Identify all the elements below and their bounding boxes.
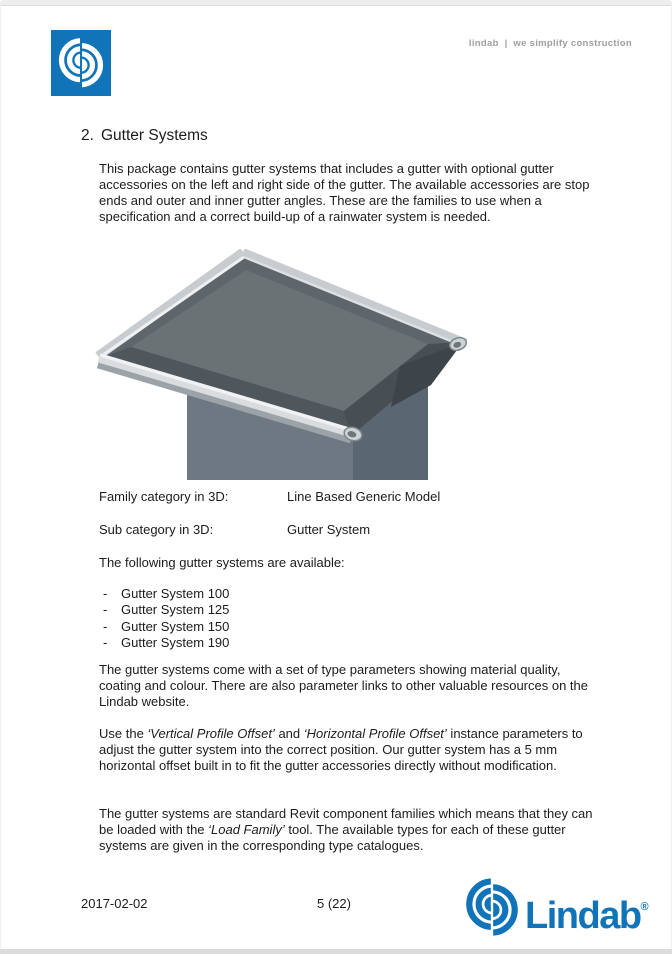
italic-term: ‘Load Family’ — [208, 822, 285, 837]
gutter-system-list — [103, 586, 229, 651]
spec-value: Line Based Generic Model — [287, 489, 441, 504]
list-dash: - — [103, 618, 108, 634]
parameters-paragraph: The gutter systems come with a set of type parameters showing material quality, coating and colour. There are also parameter links to other valuable resources on the Lindab website. — [99, 662, 588, 709]
list-item-label: Gutter System 150 — [121, 618, 230, 634]
footer-page-number: 5 (22) — [317, 896, 351, 911]
spec-row-sub-category — [99, 522, 371, 538]
brand-text: Lindab — [525, 895, 641, 937]
page-edge-top — [0, 0, 672, 6]
list-dash: - — [103, 634, 108, 650]
text-segment: Use the — [99, 726, 148, 741]
italic-term: ‘Horizontal Profile Offset’ — [303, 726, 447, 741]
offset-paragraph — [99, 726, 599, 774]
gutter-3d-render — [95, 249, 470, 481]
revit-paragraph — [99, 806, 599, 854]
gutter-3d-figure — [95, 249, 470, 481]
spec-value: Gutter System — [287, 522, 371, 537]
lindab-rings-icon — [56, 37, 106, 90]
footer-date: 2017-02-02 — [81, 896, 148, 911]
section-title: Gutter Systems — [101, 127, 208, 144]
list-item-label: Gutter System 100 — [121, 586, 230, 601]
section-number: 2. — [81, 127, 94, 144]
footer-lindab-logo — [463, 877, 649, 946]
spec-label: Family category in 3D: — [99, 489, 229, 504]
spec-label: Sub category in 3D: — [99, 522, 214, 537]
intro-paragraph: This package contains gutter systems that includes a gutter with optional gutter accessories on the left and right side of the gutter. The available accessories are stop ends and outer and inner gutter angles. These are the families to use when a specification and a correct build-up of a rainwater system is needed. — [99, 161, 590, 224]
list-item — [103, 635, 229, 651]
list-dash: - — [103, 586, 108, 601]
header-tagline: lindab | we simplify construction — [468, 38, 632, 49]
lindab-logo-square — [51, 30, 111, 96]
section-heading — [81, 127, 208, 145]
list-item — [103, 619, 229, 635]
list-dash: - — [103, 602, 108, 618]
text-segment: The gutter systems are standard Revit component families which means that they can be loaded with the — [99, 806, 593, 837]
list-item — [103, 602, 229, 618]
page-edge-left — [0, 5, 1, 949]
page-edge-bottom — [0, 949, 672, 954]
spec-row-family-category — [99, 489, 441, 505]
footer-wordmark — [525, 877, 649, 946]
list-intro: The following gutter systems are available: — [99, 555, 345, 570]
text-segment: tool. The available types for each of these gutter systems are given in the corresponding type catalogues. — [99, 822, 566, 853]
registered-mark: ® — [640, 901, 649, 913]
text-segment: and — [274, 726, 304, 741]
text-segment: instance parameters to adjust the gutter system into the correct position. Our gutter system has a 5 mm horizontal offset built in to fit the gutter accessories directly without modification. — [99, 726, 583, 773]
list-item — [103, 586, 229, 602]
lindab-rings-icon — [463, 877, 521, 939]
list-item-label: Gutter System 190 — [121, 634, 230, 650]
list-item-label: Gutter System 125 — [121, 602, 230, 618]
italic-term: ‘Vertical Profile Offset’ — [147, 726, 275, 741]
